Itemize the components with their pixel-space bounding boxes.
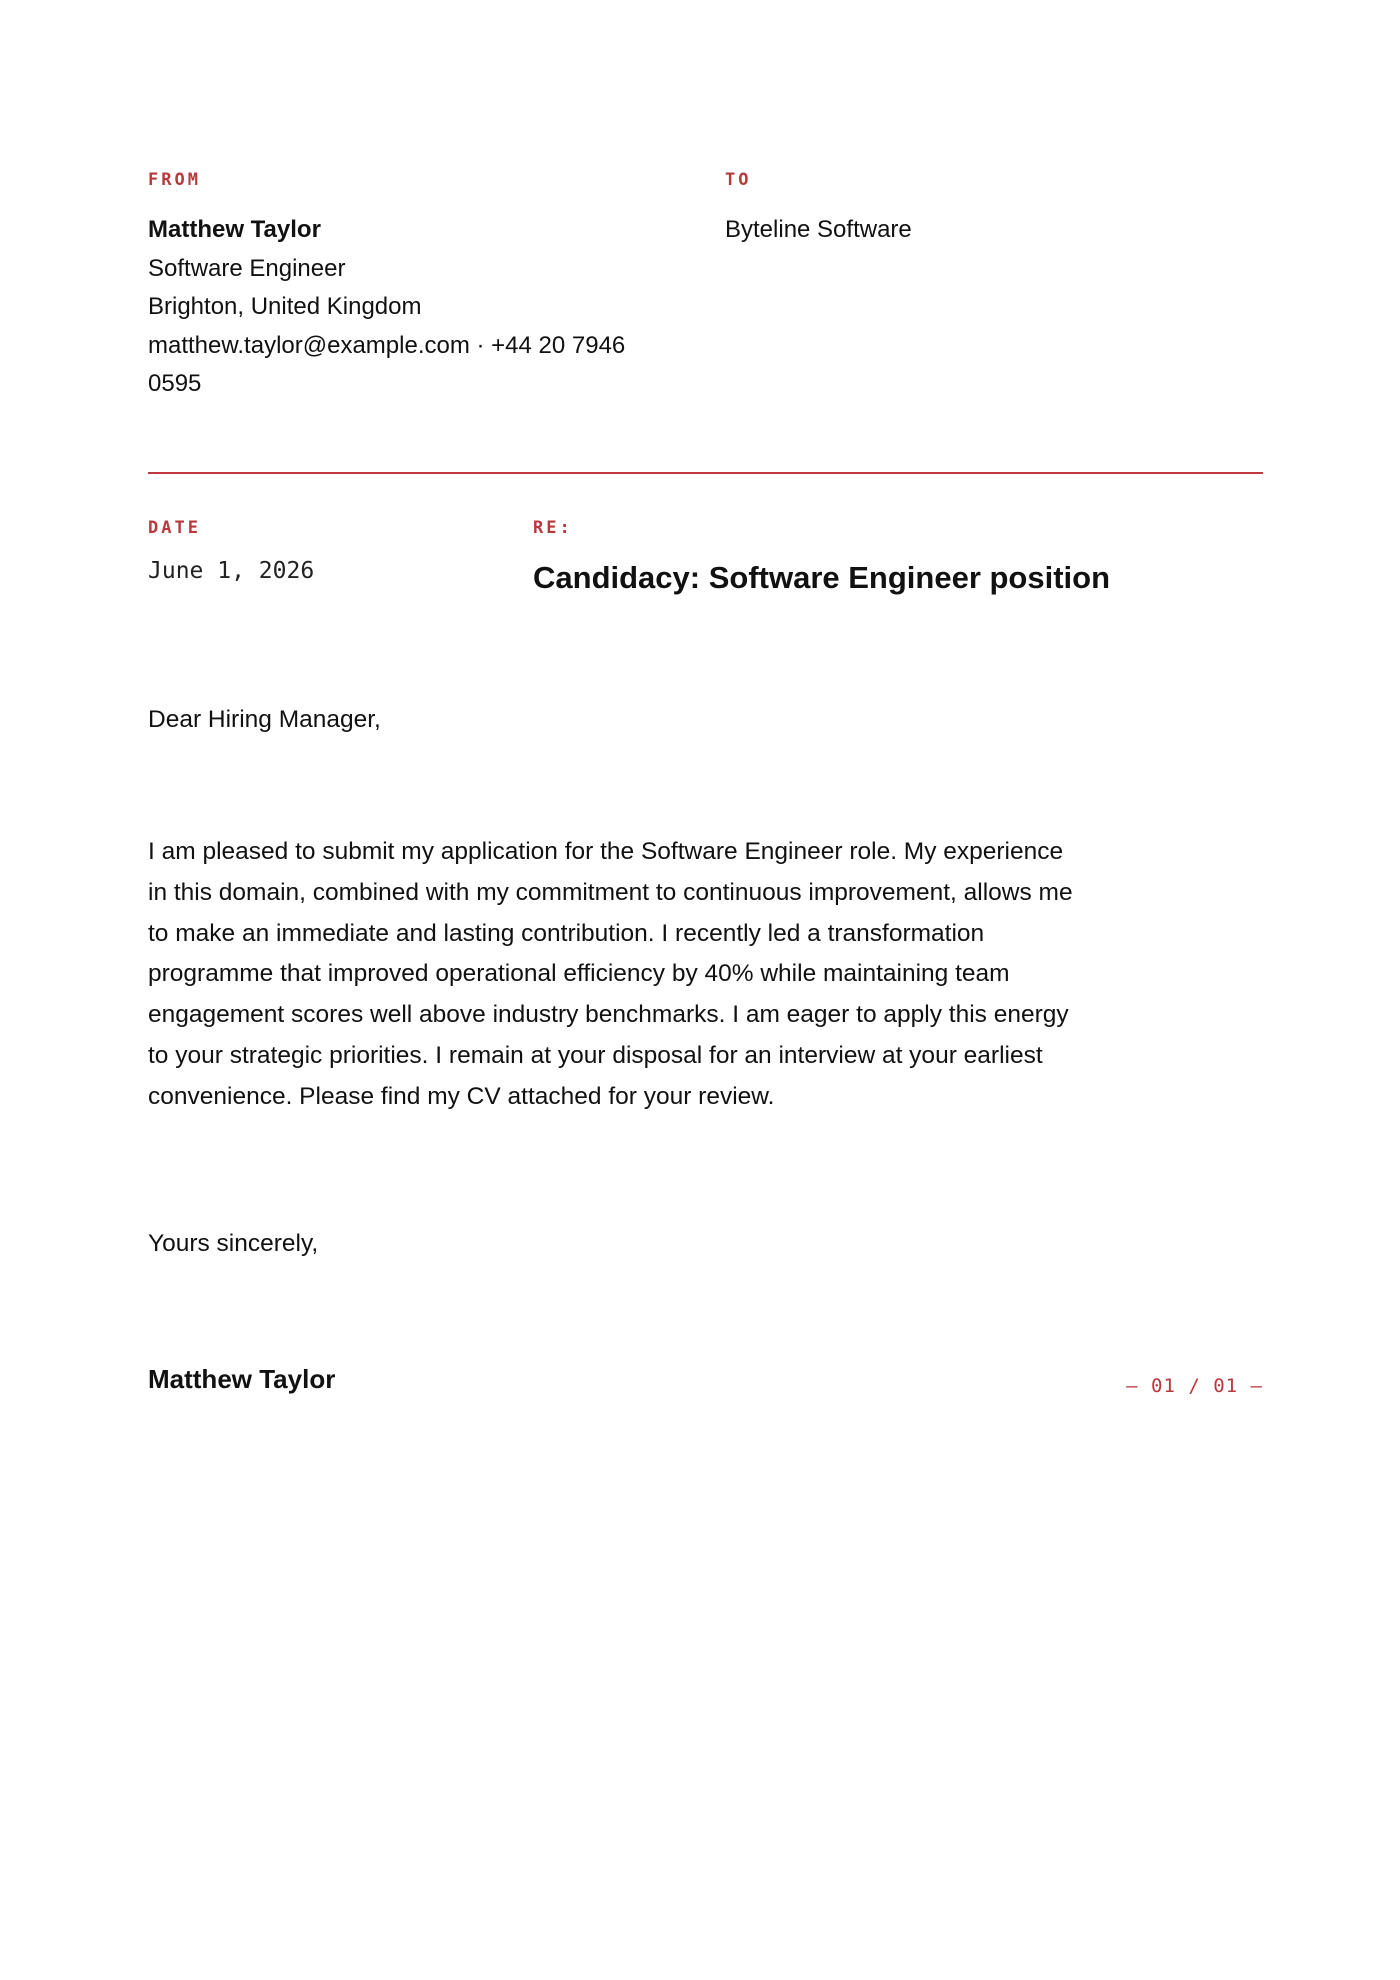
re-label: RE: [533,518,573,538]
salutation: Dear Hiring Manager, [148,706,381,733]
recipient-block [725,211,1265,250]
sender-title: Software Engineer [148,254,346,282]
signature-name: Matthew Taylor [148,1364,336,1394]
recipient-company: Byteline Software [725,216,912,243]
sender-contact: matthew.taylor@example.com · +44 20 7946 0595 [148,331,626,397]
from-label: FROM [148,170,201,190]
page-number: — 01 / 01 — [1126,1375,1263,1397]
sender-block [148,211,668,404]
date-label: DATE [148,518,201,538]
header-divider [148,472,1263,474]
letter-body: I am pleased to submit my application for the Software Engineer role. My experience in this domain, combined with my commitment to continuous improvement, allows me to make an immediate and lasting contribution. I recently led a transformation programme that improved operational efficiency by 40% while maintaining team engagement scores well above industry benchmarks. I am eager to apply this energy to your strategic priorities. I remain at your disposal for an interview at your earliest convenience. Please find my CV attached for your review. [148,838,1073,1110]
to-label: TO [725,170,752,190]
letter-subject: Candidacy: Software Engineer position [533,560,1111,595]
sender-location: Brighton, United Kingdom [148,293,422,320]
sender-name: Matthew Taylor [148,216,321,243]
closing: Yours sincerely, [148,1230,319,1257]
letter-date: June 1, 2026 [148,558,315,584]
